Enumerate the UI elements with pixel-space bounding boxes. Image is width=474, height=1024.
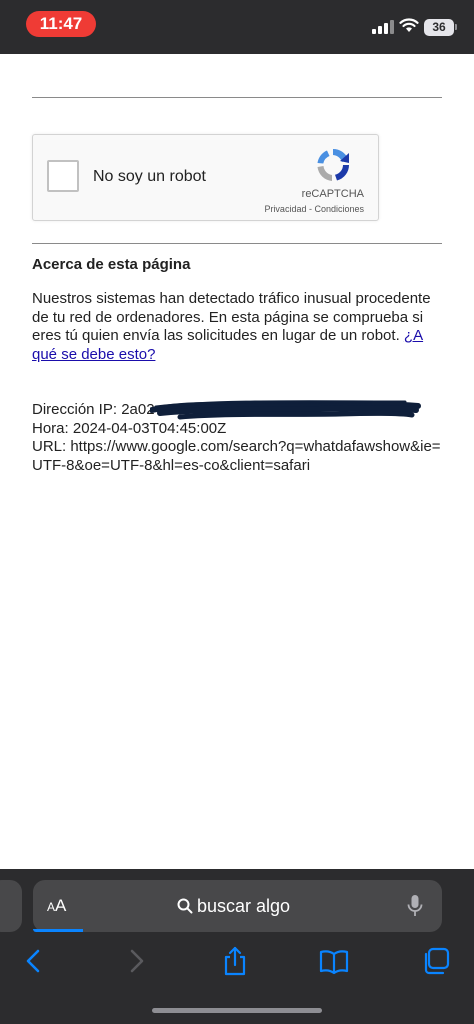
- redaction-scribble: [150, 396, 422, 424]
- ip-value: 2a02: [121, 401, 155, 418]
- microphone-icon[interactable]: [407, 894, 423, 918]
- previous-tab-edge[interactable]: [0, 880, 22, 932]
- page-settings-button[interactable]: AA: [47, 896, 67, 915]
- recaptcha-widget: [32, 134, 379, 221]
- privacy-link[interactable]: Privacidad: [264, 204, 307, 214]
- url-line: URL: https://www.google.com/search?q=whatdafawshow&ie=UTF-8&oe=UTF-8&hl=es-co&client=safari: [32, 438, 441, 474]
- battery-icon: 36: [424, 19, 454, 36]
- recaptcha-checkbox-label[interactable]: No soy un robot: [93, 168, 206, 185]
- status-bar: [0, 0, 474, 54]
- status-time: 11:47: [26, 11, 96, 37]
- links-separator: -: [306, 204, 315, 214]
- about-body-text: Nuestros sistemas han detectado tráfico inusual procedente de tu red de ordenadores. En esta página se comprueba si eres tú quien envía las solicitudes en lugar de un robot.: [32, 290, 431, 344]
- divider-middle: [32, 243, 442, 244]
- back-icon[interactable]: [19, 946, 49, 976]
- battery-tip: [455, 24, 457, 30]
- recaptcha-links: [264, 204, 364, 214]
- address-bar[interactable]: [33, 880, 442, 932]
- terms-link[interactable]: Condiciones: [314, 204, 364, 214]
- recaptcha-checkbox[interactable]: [47, 160, 79, 192]
- ip-label: Dirección IP:: [32, 401, 122, 418]
- forward-icon[interactable]: [121, 946, 151, 976]
- search-text: buscar algo: [197, 895, 291, 916]
- search-icon: [177, 898, 193, 914]
- signal-icon: [372, 20, 394, 34]
- wifi-icon: [399, 17, 419, 33]
- time-line: Hora: 2024-04-03T04:45:00Z: [32, 419, 227, 437]
- page-load-progress: [33, 929, 83, 932]
- about-body: [32, 290, 442, 364]
- recaptcha-brand: reCAPTCHA: [301, 188, 364, 200]
- divider-top: [32, 97, 442, 98]
- safari-bottom-bar: [0, 869, 474, 1024]
- bookmarks-icon[interactable]: [319, 946, 349, 976]
- why-link[interactable]: ¿A qué se debe esto?: [32, 327, 424, 363]
- about-title: Acerca de esta página: [32, 256, 191, 273]
- home-indicator: [152, 1008, 322, 1013]
- share-icon[interactable]: [220, 946, 250, 976]
- recaptcha-logo-icon: [313, 145, 353, 185]
- search-field[interactable]: [177, 894, 290, 918]
- tabs-icon[interactable]: [421, 946, 451, 976]
